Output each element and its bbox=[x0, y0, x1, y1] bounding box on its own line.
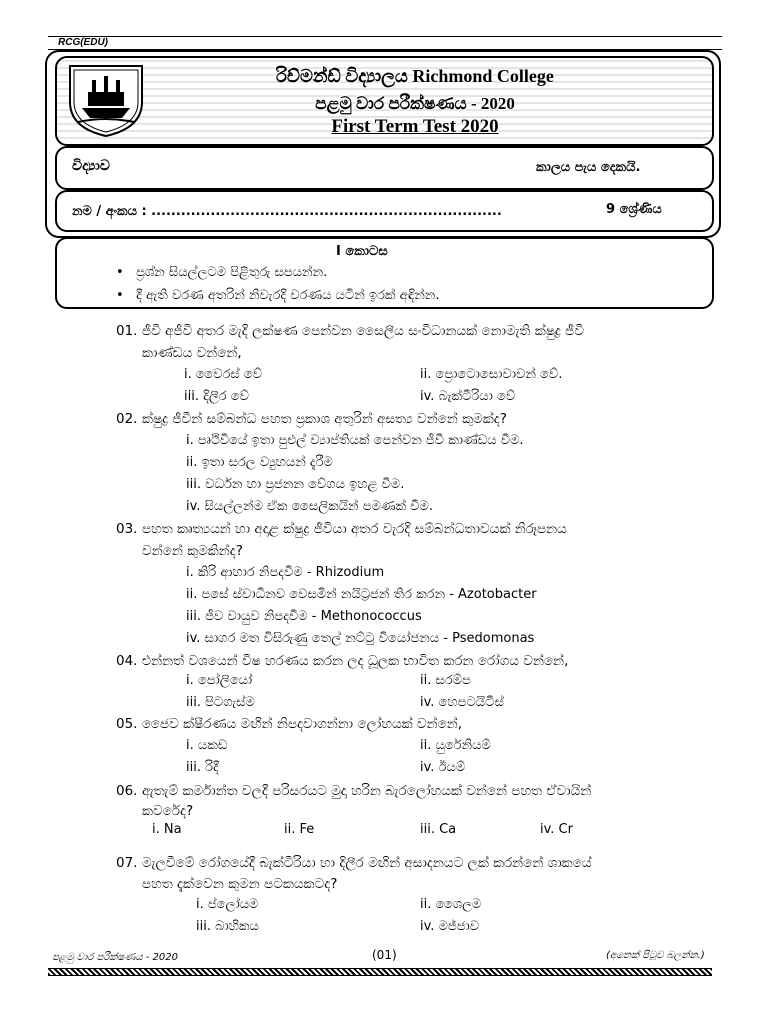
exam-title-english: First Term Test 2020 bbox=[331, 116, 499, 137]
question-text: වන්නේ කුමකින්ද? bbox=[142, 543, 243, 559]
question-number: 01. bbox=[116, 323, 138, 339]
answer-option[interactable]: i. යකඩ bbox=[186, 738, 228, 753]
question-text: පහත දැක්වෙන කුමන පටකයකටද? bbox=[142, 876, 338, 892]
question-number: 05. bbox=[116, 716, 138, 732]
grade-label: 9 ශ්‍රේණිය bbox=[606, 202, 662, 217]
question-number: 06. bbox=[116, 783, 138, 799]
answer-option[interactable]: i. වෛරස් වේ bbox=[184, 367, 263, 382]
footer-border bbox=[48, 968, 712, 976]
footer-exam-name: පළමු වාර පරීක්ෂණය - 2020 bbox=[52, 952, 179, 963]
question-number: 04. bbox=[116, 653, 138, 669]
instruction-text: දී ඇති වරණ අතරින් නිවැරදි වරණය යටින් ඉරක් අඳින්න. bbox=[136, 288, 440, 303]
answer-option[interactable]: iv. බැක්ටීරියා වේ bbox=[420, 389, 516, 404]
answer-option[interactable]: i. Na bbox=[152, 822, 182, 837]
answer-option[interactable]: iii. වර්ධන හා ප්‍රජනන වේගය ඉහළ වීම. bbox=[186, 477, 405, 492]
question-text: මැලවීමේ රෝගයේදී බැක්ටීරියා හා දිලීර මඟින් අසාදනයට ලක් කරන්නේ ශාකයේ bbox=[142, 855, 592, 871]
answer-option[interactable]: ii. පසේ ස්වාධීනව වෙසමින් නයිට්‍රජන් තිර කරන - Azotobacter bbox=[186, 587, 537, 602]
document-code: RCG(EDU) bbox=[48, 36, 722, 50]
question-text: කවරේද? bbox=[142, 803, 194, 819]
answer-option[interactable]: iii. දිලීර වේ bbox=[184, 389, 249, 404]
question-text: කාණ්ඩය වන්නේ, bbox=[142, 345, 242, 361]
answer-option[interactable]: i. කිරි ආහාර නිපදවීම - Rhizodium bbox=[186, 565, 385, 580]
answer-option[interactable]: ii. යුරේනියම් bbox=[420, 738, 491, 753]
question-number: 02. bbox=[116, 411, 138, 427]
question-text: එන්නත් වශයෙන් විෂ හරණය කරන ලද ධූලක භාවිත කරන රෝගය වන්නේ, bbox=[142, 653, 569, 669]
school-name: රිච්මන්ඩ් විද්‍යාලය Richmond College bbox=[276, 66, 554, 86]
answer-option[interactable]: iii. Ca bbox=[420, 822, 457, 837]
answer-option[interactable]: i. පෝලියෝ bbox=[186, 673, 253, 688]
exam-title-sinhala: පළමු වාර පරීක්ෂණය - 2020 bbox=[315, 94, 515, 113]
section-title: I කොටස bbox=[336, 244, 388, 259]
instruction-item: • ප්‍රශ්න සියල්ලටම පිළිතුරු සපයන්න. bbox=[116, 265, 328, 280]
answer-option[interactable]: ii. ප්‍රොටොසොවාවන් වේ. bbox=[420, 367, 563, 382]
answer-option[interactable]: iv. සාගර මත විසිරුණු තෙල් නට්ටු වියෝජනය - Psedomonas bbox=[186, 631, 535, 646]
answer-option[interactable]: ii. සරම්ප bbox=[420, 673, 471, 688]
answer-option[interactable]: ii. ඉතා සරල ව්‍යුහයන් දැරීම bbox=[186, 455, 333, 470]
question-text: ක්ෂුද්‍ර ජීවීන් සම්බන්ධ පහත ප්‍රකාශ අතුරින් අසත්‍ය වන්නේ කුමක්ද? bbox=[142, 411, 507, 427]
time-allowed: කාලය පැය දෙකයි. bbox=[536, 160, 641, 175]
question-text: ජෛව ක්ෂීරණය මඟින් නිපදවාගන්නා ලෝහයක් වන්නේ, bbox=[142, 716, 463, 732]
question-number: 07. bbox=[116, 855, 138, 871]
answer-option[interactable]: iii. ජීව වායුව නිපදවීම - Methonococcus bbox=[186, 609, 422, 624]
answer-option[interactable]: iv. Cr bbox=[540, 822, 573, 837]
answer-option[interactable]: iii. රිදී bbox=[186, 760, 219, 775]
instruction-text: ප්‍රශ්න සියල්ලටම පිළිතුරු සපයන්න. bbox=[136, 265, 328, 280]
subject-name: විද්‍යාව bbox=[72, 158, 110, 174]
footer-turn-over: (අනෙක් පිටුව බලන්න.) bbox=[606, 950, 705, 961]
question-text: ඇතැම් කර්මාන්ත වලදී පරිසරයට මුදා හරින බැරලෝහයක් වන්නේ පහත ඒවායින් bbox=[142, 783, 592, 799]
answer-option[interactable]: i. පෘථිවියේ ඉතා පුළුල් ව්‍යාප්තියක් පෙන්වන ජීවී කාණ්ඩය වීම. bbox=[186, 433, 524, 448]
school-crest-icon bbox=[64, 62, 148, 138]
page-number: (01) bbox=[372, 948, 397, 962]
answer-option[interactable]: iii. බාහිකය bbox=[196, 919, 259, 934]
answer-option[interactable]: ii. Fe bbox=[284, 822, 315, 837]
answer-option[interactable]: ii. ශෛලම bbox=[420, 897, 482, 912]
answer-option[interactable]: iv. සියල්ලන්ම ඒක සෛලිකයින් පමණක් වීම. bbox=[186, 499, 433, 514]
name-index-field[interactable]: නම / අංකය : ....................................................................... bbox=[72, 204, 502, 219]
answer-option[interactable]: iv. හෙපටයිටීස් bbox=[420, 695, 504, 710]
answer-option[interactable]: iv. මජ්ජාව bbox=[420, 919, 480, 934]
answer-option[interactable]: i. ප්ලෝයම bbox=[196, 897, 259, 912]
question-number: 03. bbox=[116, 521, 138, 537]
answer-option[interactable]: iii. පිටගැස්ම bbox=[186, 695, 255, 710]
question-text: පහත කෘත්‍යයන් හා අදාළ ක්ෂුද්‍ර ජීවියා අතර වැරදි සම්බන්ධතාවයක් නිරූපනය bbox=[142, 521, 567, 537]
answer-option[interactable]: iv. ඊයම් bbox=[420, 760, 466, 775]
instruction-item: • දී ඇති වරණ අතරින් නිවැරදි වරණය යටින් ඉරක් අඳින්න. bbox=[116, 288, 440, 303]
question-text: ජීවී අජීවී අතර මැදි ලක්ෂණ පෙන්වන සෛලීය සංවිධානයක් නොමැති ක්ෂුද්‍ර ජීවී bbox=[142, 323, 584, 339]
